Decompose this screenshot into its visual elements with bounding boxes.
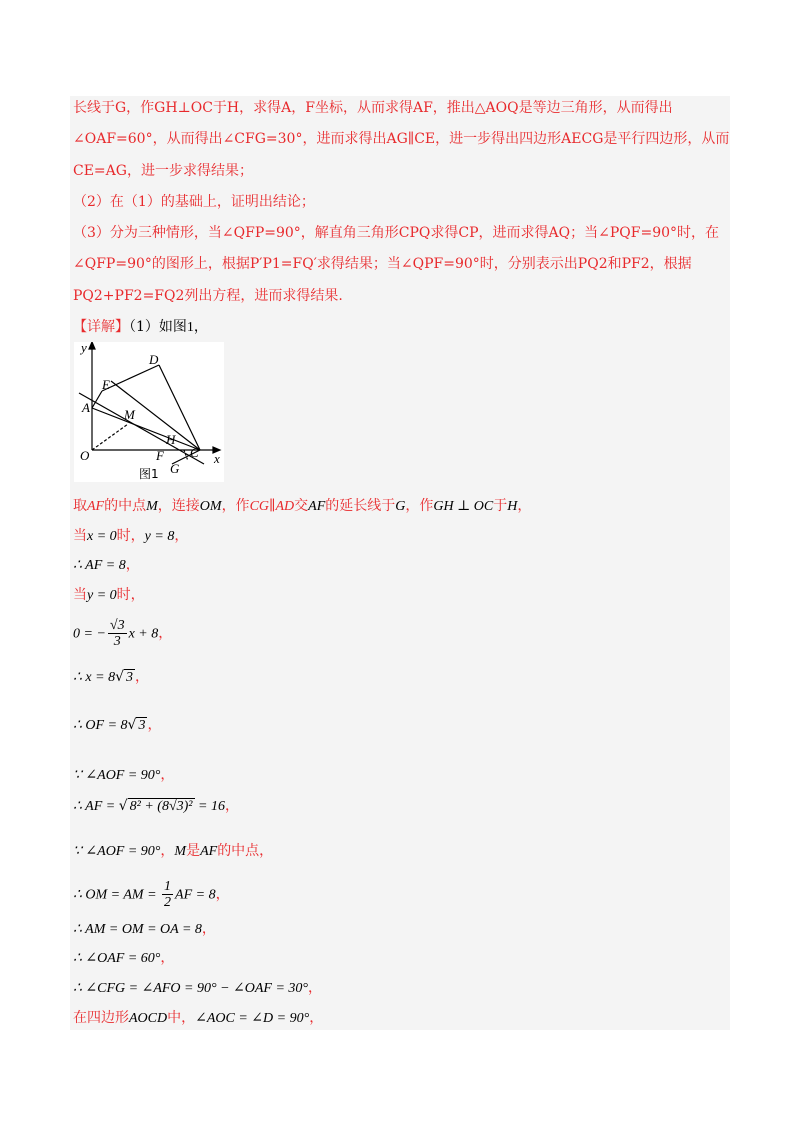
s2-text-1: 当 [73,528,87,544]
label-g: G [170,461,180,476]
s1-text-2: 的中点 [104,498,147,514]
s10-text-2: 是 [186,843,201,859]
s15-expr: ∠AOC = ∠D = 90° [195,1011,310,1026]
s7-text: ， [147,717,162,733]
s1-g: G [395,499,406,514]
s8-text: ， [160,767,175,783]
solution-line-1 [73,497,531,516]
solution-line-13 [73,949,174,968]
s11-num: 1 [164,879,172,894]
s10-af: AF [200,844,218,859]
geometry-figure [74,342,224,482]
s1-af-2: AF [308,499,326,514]
analysis-line-6: ∠QFP=90°的图形上，根据P′P1=FQ′求得结果；当∠QPF=90°时，分别表示出PQ2和PF2，根据 [73,256,692,272]
s12-expr: ∴ AM = OM = OA = 8 [73,922,202,937]
analysis-line-5: （3）分为三种情形，当∠QFP=90°，解直角三角形CPQ求得CP，进而求得AQ；当∠PQF=90°时，在 [73,225,720,241]
label-y: y [81,342,87,355]
s11-pre: ∴ OM = AM = [73,887,161,903]
solution-line-5 [73,618,172,649]
s5-den: 3 [113,634,121,649]
s15-text-1: 在四边形 [73,1010,129,1026]
s5-text: ， [158,625,173,642]
segment-gh [184,450,188,461]
s15-text-3: ， [309,1010,324,1026]
s14-expr: ∴ ∠CFG = ∠AFO = 90° − ∠OAF = 30° [73,981,309,996]
solution-line-8 [73,766,174,785]
line-ac [92,408,200,450]
label-m: M [124,407,135,422]
solution-line-12 [73,920,216,939]
detail-heading: 【详解】 [73,319,129,335]
s8-expr: ∵ ∠AOF = 90° [73,768,161,783]
s10-text-3: 的中点， [217,843,274,859]
analysis-line-7: PQ2+PF2=FQ2列出方程，进而求得结果. [73,288,343,304]
label-o: O [80,448,90,463]
s3-text: ， [125,557,140,573]
s1-text-6: 的延长线于 [325,498,396,514]
s14-text: ， [308,980,323,996]
s1-text-8: 于 [493,498,508,514]
s15-text-2: 中， [167,1010,196,1026]
s6-radicand: 3 [126,670,133,685]
s2-expr-1: x = 0 [87,529,117,544]
s11-post: AF = 8 [175,887,216,903]
y-axis-arrow [89,342,95,349]
figure-svg [74,342,224,482]
label-h: H [166,432,176,447]
s9-pre: ∴ AF = [73,799,119,814]
s12-text: ， [201,921,216,937]
s4-text-1: 当 [73,587,87,603]
solution-line-6: ∴ x = 8√ 3 ， [73,669,149,685]
s2-text-3: ， [174,528,189,544]
s7-pre: ∴ OF = 8 [73,718,128,733]
line-ag [79,393,204,464]
analysis-line-4: （2）在（1）的基础上，证明出结论； [73,194,315,210]
label-e: E [102,377,110,392]
s5-post: x + 8 [128,626,159,642]
analysis-line-1: 长线于G，作GH⊥OC于H，求得A，F坐标，从而求得AF，推出△AOQ是等边三角形，从而得出 [73,100,673,116]
s10-text-1: ， [160,843,175,859]
solution-line-9: ∴ AF = √ 8² + (8√3)² = 16， [73,798,239,814]
segment-om [92,424,128,450]
label-f: F [156,448,164,463]
s1-text-9: ， [517,498,532,514]
s1-text-4: ，作 [221,498,250,514]
s1-h: H [507,499,518,514]
s15-aocd: AOCD [129,1011,168,1026]
solution-line-3 [73,556,140,575]
s2-text-2: 时， [116,528,145,544]
s1-cg-ad: CG∥AD [249,499,295,514]
detail-heading-line [73,318,208,337]
solution-line-2 [73,527,188,546]
solution-line-10 [73,842,273,861]
s13-expr: ∴ ∠OAF = 60° [73,951,161,966]
solution-line-14 [73,979,322,998]
s9-text: ， [224,798,239,814]
s10-expr: ∵ ∠AOF = 90° [73,844,161,859]
line-ed [102,365,159,391]
s7-radicand: 3 [138,718,146,733]
s4-expr: y = 0 [87,588,117,603]
solution-line-4 [73,586,145,605]
s5-num: √3 [109,618,125,633]
analysis-line-3: CE=AG，进一步求得结果； [73,163,253,179]
s5-pre: 0 = − [73,626,106,642]
s9-radicand: 8² + (8√3)² [129,799,193,814]
s1-text-1: 取 [73,498,87,514]
figure-caption: 图1 [139,467,159,481]
s9-post: = 16 [194,799,225,814]
s10-m: M [174,844,187,859]
solution-line-15 [73,1009,323,1028]
s11-den: 2 [164,895,172,910]
s1-text-7: ，作 [405,498,434,514]
s6-pre: ∴ x = 8 [73,670,116,685]
s2-expr-2: y = 8 [144,529,175,544]
s13-text: ， [160,950,175,966]
label-x: x [214,451,220,466]
s1-gh-oc: GH ⊥ OC [433,499,494,514]
label-a: A [82,400,90,415]
s4-text-2: 时， [116,587,145,603]
label-d: D [149,352,159,367]
s1-text-5: 交 [294,498,309,514]
analysis-line-2: ∠OAF=60°，从而得出∠CFG=30°，进而求得出AG∥CE，进一步得出四边形AECG是平行四边形，从而 [73,131,730,147]
solution-line-7: ∴ OF = 8√ 3 ， [73,717,162,733]
s1-om: OM [199,499,222,514]
label-c: C [190,445,199,460]
figure-ref: 1 [186,320,194,335]
s5-fraction [108,618,127,649]
s11-fraction [162,879,173,910]
solution-line-11 [73,879,230,910]
s11-text: ， [215,886,230,903]
detail-intro: （1）如图 [129,319,187,335]
detail-comma: ， [193,319,208,335]
s3-expr: ∴ AF = 8 [73,558,126,573]
s1-m: M [146,499,158,514]
s1-af: AF [87,499,105,514]
s6-text: ， [135,669,149,685]
s1-text-3: ，连接 [157,498,200,514]
